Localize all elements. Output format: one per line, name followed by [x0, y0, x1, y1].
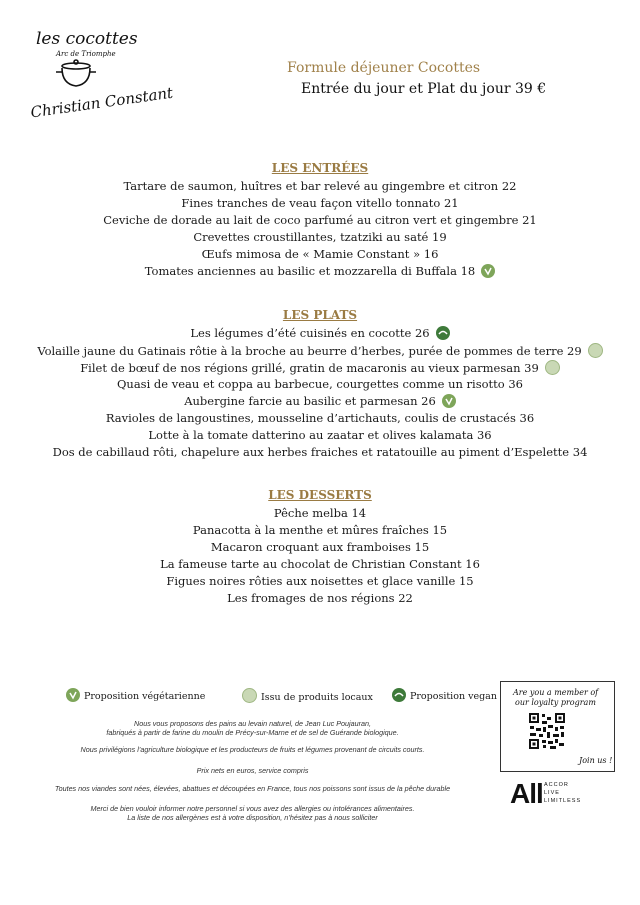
note-allergy-1: Merci de bien vouloir informer notre personnel si vous avez des allergies ou intolérances alimentaires. — [90, 804, 415, 813]
menu-item: Tartare de saumon, huîtres et bar relevé au gingembre et citron 22 — [123, 179, 517, 193]
loyalty-join: Join us ! — [579, 756, 613, 765]
formula-title: Formule déjeuner Cocottes — [287, 60, 481, 76]
restaurant-logo — [28, 24, 175, 124]
legend-vegan — [392, 688, 497, 702]
menu-item: Quasi de veau et coppa au barbecue, courgettes comme un risotto 36 — [116, 377, 523, 391]
note-origin: Toutes nos viandes sont nées, élevées, abattues et découpées en France, tous nos poissons sont issus de la pêche durable — [54, 784, 451, 793]
note-bread-1: Nous vous proposons des pains au levain naturel, de Jean Luc Poujauran, — [134, 719, 371, 728]
legend-label: Proposition vegan — [410, 691, 497, 702]
legend-local — [242, 688, 373, 703]
menu-item-with-icon — [0, 264, 640, 278]
menu-item-label: Les légumes d’été cuisinés en cocotte 26 — [190, 326, 430, 340]
menu-item-with-icon — [0, 326, 640, 340]
menu-item: Œufs mimosa de « Mamie Constant » 16 — [201, 247, 439, 261]
note-allergy-2: La liste de nos allergènes est à votre disposition, n’hésitez pas à nous solliciter — [127, 813, 378, 822]
menu-item: Les fromages de nos régions 22 — [227, 591, 413, 605]
menu-item: Pêche melba 14 — [273, 506, 367, 520]
accor-line-2: LIVE — [544, 790, 560, 796]
menu-item: Macaron croquant aux framboises 15 — [210, 540, 430, 554]
menu-item: La fameuse tarte au chocolat de Christian Constant 16 — [160, 557, 480, 571]
vegan-icon — [392, 688, 406, 702]
logo-location: Arc de Triomphe — [56, 50, 116, 58]
vegetarian-icon — [66, 688, 80, 702]
local-products-icon — [242, 688, 257, 703]
menu-item-with-icon — [0, 360, 640, 375]
local-products-icon — [545, 360, 560, 375]
menu-item: Panacotta à la menthe et mûres fraîches 15 — [192, 523, 448, 537]
vegan-icon — [436, 326, 450, 340]
legend-label: Issu de produits locaux — [261, 692, 373, 703]
local-products-icon — [588, 343, 603, 358]
section-title-desserts: LES DESSERTS — [268, 488, 372, 502]
menu-item: Ceviche de dorade au lait de coco parfumé au citron vert et gingembre 21 — [103, 213, 537, 227]
logo-chef: Christian Constant — [29, 83, 175, 122]
menu-item: Crevettes croustillantes, tzatziki au saté 19 — [193, 230, 447, 244]
qr-code-icon[interactable] — [528, 712, 566, 750]
vegetarian-icon — [442, 394, 456, 408]
note-organic: Nous privilégions l’agriculture biologique et les producteurs de fruits et légumes provenant de circuits courts. — [80, 745, 425, 754]
legend-vegetarian — [66, 688, 205, 702]
legend-label: Proposition végétarienne — [84, 691, 206, 702]
loyalty-line-1: Are you a member of — [513, 688, 599, 697]
menu-item: Fines tranches de veau façon vitello tonnato 21 — [181, 196, 459, 210]
menu-item-label: Tomates anciennes au basilic et mozzarella di Buffala 18 — [144, 264, 476, 278]
note-bread-2: fabriqués à partir de farine du moulin de Précy-sur-Marne et de sel de Guérande biologique. — [106, 728, 399, 737]
accor-line-1: ACCOR — [544, 782, 569, 788]
menu-item-label: Volaille jaune du Gatinais rôtie à la broche au beurre d’herbes, purée de pommes de terre 29 — [37, 344, 582, 358]
menu-item-with-icon — [0, 343, 640, 358]
menu-item: Figues noires rôties aux noisettes et glace vanille 15 — [166, 574, 474, 588]
vegetarian-icon — [481, 264, 495, 278]
menu-item-label: Aubergine farcie au basilic et parmesan 26 — [184, 394, 436, 408]
section-title-entrees: LES ENTRÉES — [271, 161, 369, 175]
menu-item: Ravioles de langoustines, mousseline d’artichauts, coulis de crustacés 36 — [105, 411, 535, 425]
logo-name: les cocottes — [36, 29, 138, 49]
accor-mark: All — [510, 778, 543, 809]
loyalty-line-2: our loyalty program — [515, 698, 596, 707]
menu-item: Dos de cabillaud rôti, chapelure aux herbes fraiches et ratatouille au piment d’Espelette 34 — [52, 445, 588, 459]
note-prices: Prix nets en euros, service compris — [196, 766, 309, 775]
menu-item-label: Filet de bœuf de nos régions grillé, gratin de macaronis au vieux parmesan 39 — [80, 361, 539, 375]
menu-item: Lotte à la tomate datterino au zaatar et olives kalamata 36 — [148, 428, 492, 442]
accor-line-3: LIMITLESS — [544, 798, 582, 804]
section-title-plats: LES PLATS — [282, 308, 358, 322]
formula-subtitle: Entrée du jour et Plat du jour 39 € — [301, 81, 547, 97]
cocotte-pot-icon — [56, 60, 96, 86]
menu-item-with-icon — [0, 394, 640, 408]
